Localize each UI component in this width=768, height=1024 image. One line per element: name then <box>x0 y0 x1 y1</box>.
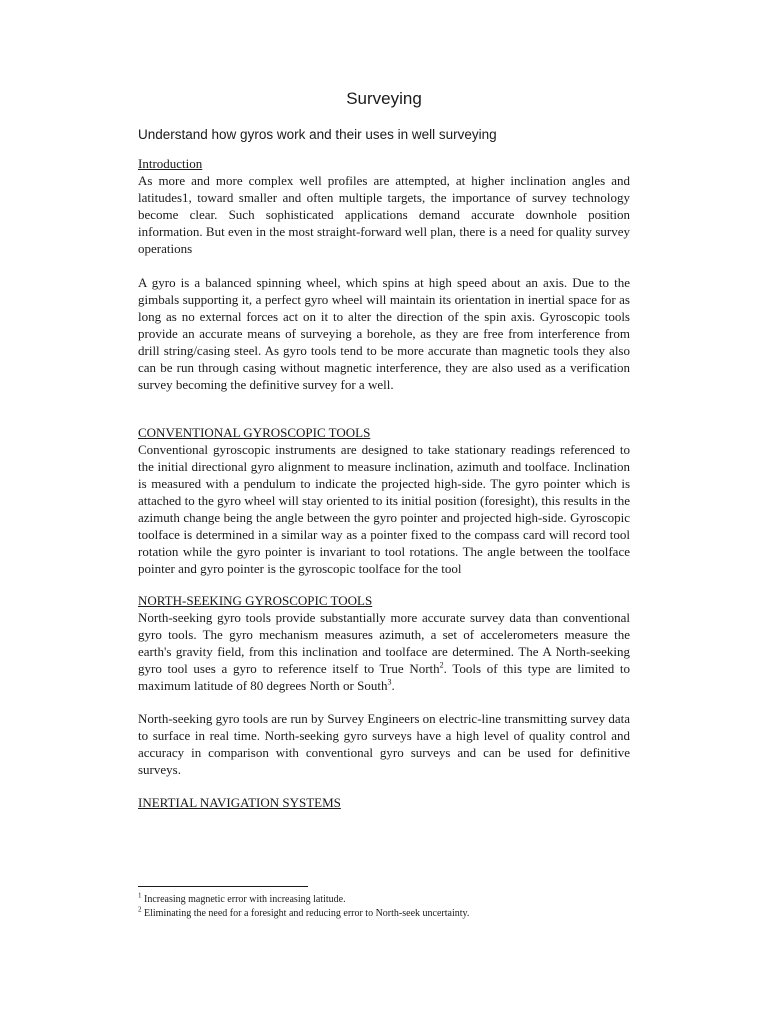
spacer <box>138 393 630 424</box>
footnote-text: Eliminating the need for a foresight and reducing error to North-seek uncertainty. <box>141 908 470 919</box>
footnote-text: Increasing magnetic error with increasing latitude. <box>141 894 346 905</box>
document-body <box>138 88 630 811</box>
conventional-heading: CONVENTIONAL GYROSCOPIC TOOLS <box>138 425 371 440</box>
spacer <box>138 577 630 592</box>
north-seeking-text-1: North-seeking gyro tools provide substantially more accurate survey data than conventional gyro tools. The gyro mechanism measures azimuth, a set of accelerometers measure the earth's gravity field, from this inclination and toolface are determined. The A North-seeking gyro tool uses a gyro to reference itself to True North <box>138 610 630 676</box>
document-subtitle: Understand how gyros work and their uses in well surveying <box>138 127 497 142</box>
document-title: Surveying <box>346 89 422 108</box>
footnote-2 <box>138 907 630 921</box>
north-seeking-text-3: . <box>391 678 395 693</box>
gyro-paragraph: A gyro is a balanced spinning wheel, which spins at high speed about an axis. Due to the gimbals supporting it, a perfect gyro wheel will maintain its orientation in inertial space for as long as no external forces act on it to alter the direction of the spin axis. Gyroscopic tools provide an accurate means of surveying a borehole, as they are free from interference from drill string/casing steel. As gyro tools tend to be more accurate than magnetic tools they also can be run through casing without magnetic interference, they are also used as a verification survey becoming the definitive survey for a well. <box>138 275 630 392</box>
footnote-ref-2: 2 <box>439 660 444 670</box>
footnote-marker: 1 <box>138 891 142 900</box>
footnotes <box>138 893 630 921</box>
spacer <box>138 257 630 274</box>
footnote-divider <box>138 886 308 887</box>
spacer <box>138 694 630 710</box>
north-seeking-heading: NORTH-SEEKING GYROSCOPIC TOOLS <box>138 593 373 608</box>
spacer <box>138 778 630 794</box>
footnote-1 <box>138 893 630 907</box>
north-seeking-paragraph <box>138 609 630 694</box>
footnote-ref-3: 3 <box>387 677 392 687</box>
footnote-marker: 2 <box>138 905 142 914</box>
introduction-paragraph: As more and more complex well profiles are attempted, at higher inclination angles and latitudes1, toward smaller and often multiple targets, the importance of survey technology become clear. Such sophisticated applications demand accurate downhole position information. But even in the most straight-forward well plan, there is a need for quality survey operations <box>138 173 630 256</box>
conventional-paragraph: Conventional gyroscopic instruments are designed to take stationary readings referenced to the initial directional gyro alignment to measure inclination, azimuth and toolface. Inclination is measured with a pendulum to indicate the projected high-side. The gyro pointer which is attached to the gyro wheel will stay oriented to its initial position (foresight), this results in the azimuth change being the angle between the gyro pointer and projected high-side. Gyroscopic toolface is determined in a similar way as a pointer fixed to the compass card will record tool rotation while the gyro pointer is invariant to tool rotations. The angle between the toolface pointer and gyro pointer is the gyroscopic toolface for the tool <box>138 442 630 576</box>
north-seeking-text-2: . Tools of this type are limited to maximum latitude of 80 degrees North or South <box>138 661 630 693</box>
north-seeking-paragraph-2: North-seeking gyro tools are run by Survey Engineers on electric-line transmitting survey data to surface in real time. North-seeking gyro surveys have a high level of quality control and accuracy in comparison with conventional gyro surveys and can be used for definitive surveys. <box>138 711 630 777</box>
inertial-heading: INERTIAL NAVIGATION SYSTEMS <box>138 795 341 810</box>
introduction-heading: Introduction <box>138 156 203 171</box>
